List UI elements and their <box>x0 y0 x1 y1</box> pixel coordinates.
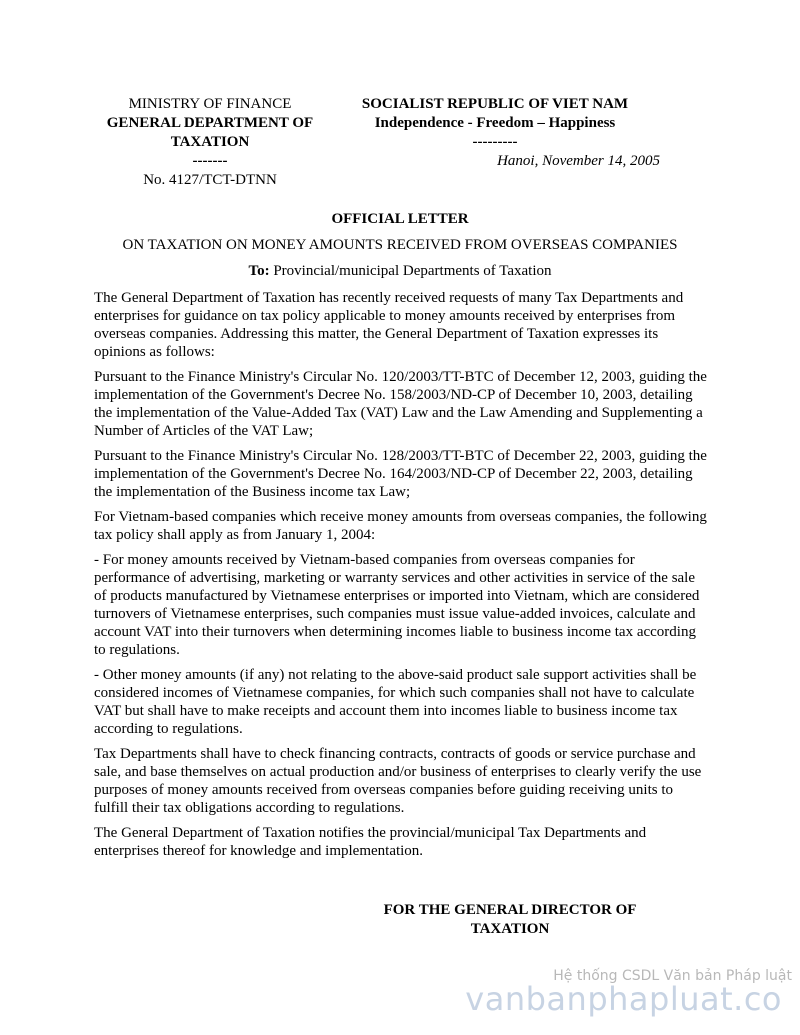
country-name: SOCIALIST REPUBLIC OF VIET NAM <box>361 96 629 112</box>
body-paragraph: - For money amounts received by Vietnam-based companies from overseas companies for performance of advertising, marketing or warranty services and other activities in service of the sale of products manufactured by Vietnamese enterprises or imported into Vietnam, which are considered turnovers of Vietnamese enterprises, such companies must issue value-added invoices, calculate and account VAT into their turnovers when determining incomes liable to business income tax according to regulations. <box>94 552 700 658</box>
document-title: OFFICIAL LETTER <box>331 211 469 227</box>
issue-date: Hanoi, November 14, 2005 <box>497 153 660 169</box>
signature-line2: TAXATION <box>470 921 550 937</box>
document-number: No. 4127/TCT-DTNN <box>143 172 277 188</box>
department-name-line1: GENERAL DEPARTMENT OF <box>106 115 314 131</box>
body-paragraph: - Other money amounts (if any) not relating to the above-said product sale support activities shall be considered incomes of Vietnamese companies, for which such companies shall not have to calculate VAT but shall have to make receipts and account them into incomes liable to business income tax according to regulations. <box>94 667 697 737</box>
issuer-block <box>90 95 330 190</box>
recipient-text: Provincial/municipal Departments of Taxation <box>269 263 552 279</box>
document-subtitle: ON TAXATION ON MONEY AMOUNTS RECEIVED FROM OVERSEAS COMPANIES <box>122 237 678 253</box>
department-name-line2: TAXATION <box>170 134 250 150</box>
watermark-site: vanbanphapluat.co <box>465 980 782 1018</box>
body-paragraph: Tax Departments shall have to check financing contracts, contracts of goods or service purchase and sale, and base themselves on actual production and/or business of enterprises to clearly verify the use purposes of money amounts received from overseas companies before guiding receiving units to fulfill their tax obligations according to regulations. <box>94 746 702 816</box>
national-motto: Independence - Freedom – Happiness <box>374 115 616 131</box>
recipient-label: To: <box>248 263 270 279</box>
body-paragraph: Pursuant to the Finance Ministry's Circular No. 120/2003/TT-BTC of December 12, 2003, guiding the implementation of the Government's Decree No. 158/2003/ND-CP of December 10, 2003, detailing the implementation of the Value-Added Tax (VAT) Law and the Law Amending and Supplementing a Number of Articles of the VAT Law; <box>94 369 707 439</box>
ministry-name: MINISTRY OF FINANCE <box>128 96 292 112</box>
motto-separator: --------- <box>472 134 518 150</box>
signature-block <box>360 901 660 939</box>
watermark-caption: Hệ thống CSDL Văn bản Pháp luật <box>553 968 792 984</box>
letter-body <box>94 289 710 867</box>
issuer-separator: ------- <box>192 153 228 169</box>
recipient-line <box>0 262 800 281</box>
body-paragraph: For Vietnam-based companies which receive money amounts from overseas companies, the following tax policy shall apply as from January 1, 2004: <box>94 509 707 543</box>
body-paragraph: The General Department of Taxation notifies the provincial/municipal Tax Departments and enterprises thereof for knowledge and implementation. <box>94 825 647 859</box>
state-emblem-block <box>330 95 660 171</box>
body-paragraph: The General Department of Taxation has recently received requests of many Tax Departments and enterprises for guidance on tax policy applicable to money amounts received by enterprises from overseas companies. Addressing this matter, the General Department of Taxation expresses its opinions as follows: <box>94 290 684 360</box>
body-paragraph: Pursuant to the Finance Ministry's Circular No. 128/2003/TT-BTC of December 22, 2003, guiding the implementation of the Government's Decree No. 164/2003/ND-CP of December 22, 2003, detailing the implementation of the Business income tax Law; <box>94 448 707 500</box>
signature-line1: FOR THE GENERAL DIRECTOR OF <box>383 902 637 918</box>
